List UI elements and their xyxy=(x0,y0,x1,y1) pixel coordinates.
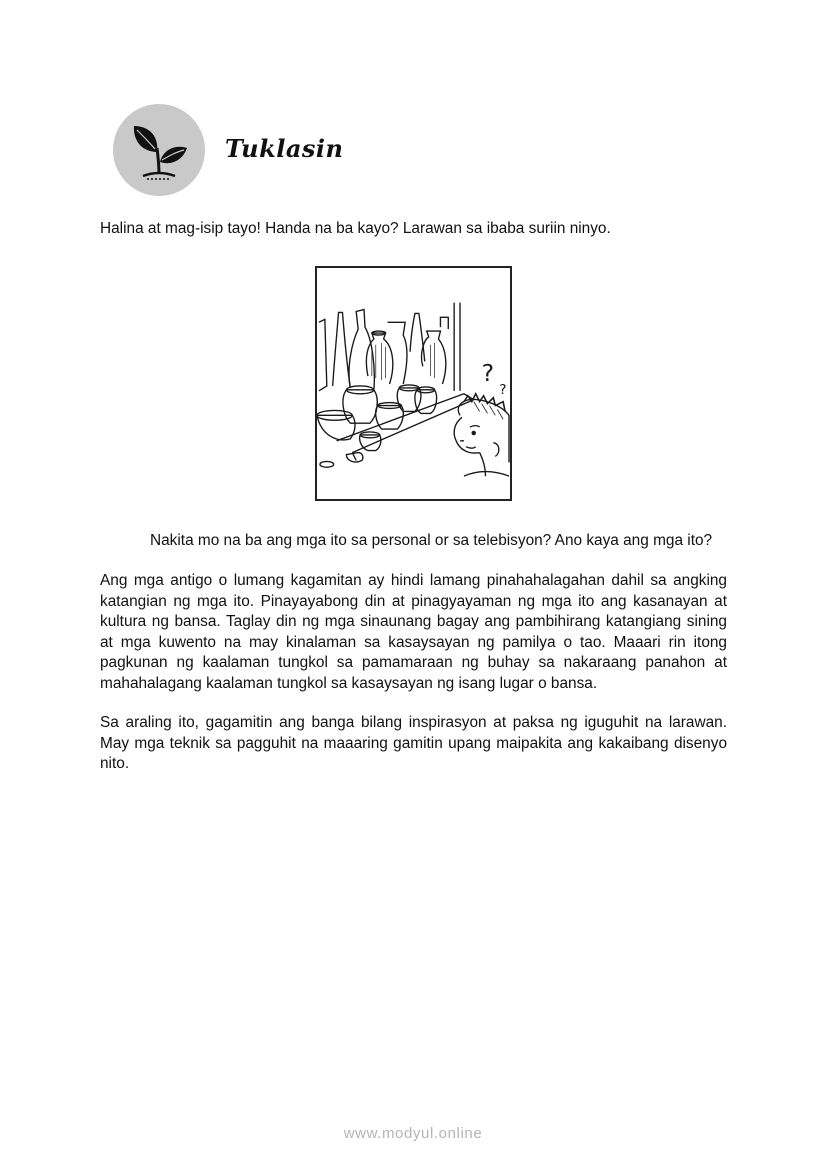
seedling-icon xyxy=(113,104,205,196)
svg-text:?: ? xyxy=(481,359,495,388)
antique-jars-illustration xyxy=(315,266,512,501)
intro-text: Halina at mag-isip tayo! Handa na ba kayo? Larawan sa ibaba suriin ninyo. xyxy=(100,220,611,237)
paragraph-antiques: Ang mga antigo o lumang kagamitan ay hindi lamang pinahahalagahan dahil sa angking katangian ng mga ito. Pinayayabong din at pinagyayaman ng mga ito ang kasanayan at kultura ng bansa. Taglay din ng mga sinaunang bagay ang pambihirang katangiang sining at mga kuwento na may kinalaman sa kasaysayan ng pamilya o tao. Maaari rin itong pagkunan ng kaalaman tungkol sa pamamaraan ng buhay sa nakaraang panahon at mahahalagang kaalaman tungkol sa kasaysayan ng isang lugar o bansa. xyxy=(100,572,727,692)
question-text: Nakita mo na ba ang mga ito sa personal or sa telebisyon? Ano kaya ang mga ito? xyxy=(150,532,713,549)
paragraph-lesson: Sa araling ito, gagamitin ang banga bilang inspirasyon at paksa ng iguguhit na larawan. May mga teknik sa pagguhit na maaaring gamitin upang maipakita ang kakaibang disenyo nito. xyxy=(100,714,727,773)
svg-text:?: ? xyxy=(499,381,507,398)
footer-watermark: www.modyul.online xyxy=(343,1125,483,1142)
section-title: Tuklasin xyxy=(225,134,344,163)
